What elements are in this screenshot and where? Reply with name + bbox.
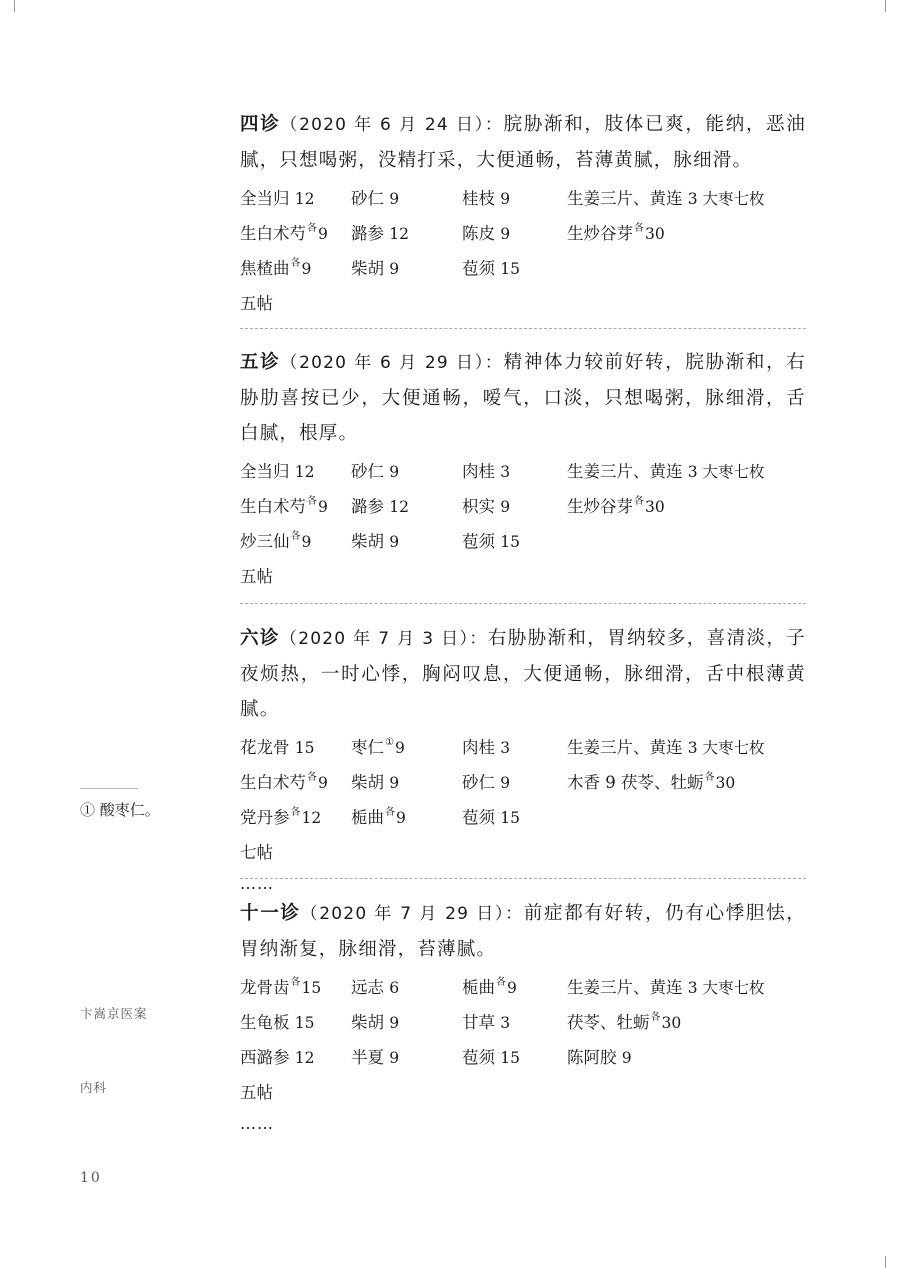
herb-dose: 3 大枣七枚 xyxy=(687,739,765,757)
herb-name: 炒三仙 xyxy=(240,532,290,551)
visit-paragraph xyxy=(240,896,806,967)
herb-note: 各 xyxy=(634,496,644,507)
herb-name: 半夏 xyxy=(351,1048,384,1067)
herb-dose: 15 xyxy=(500,1049,520,1067)
herb-row xyxy=(240,730,806,765)
herb-list xyxy=(240,181,806,286)
section-4 xyxy=(240,107,806,321)
herb-row xyxy=(240,524,806,559)
visit-symptoms: 精神体力较前好转，脘胁渐和，右胁肋喜按已少，大便通畅，嗳气，口淡，只想喝粥，脉细滑，舌白腻，根厚。 xyxy=(240,352,806,444)
herb-name: 党丹参 xyxy=(240,808,290,827)
herb-dose: 3 大枣七枚 xyxy=(687,463,765,481)
herb-item xyxy=(351,454,399,490)
herb-dose: 9 xyxy=(507,979,517,997)
herb-note: 各 xyxy=(290,807,301,818)
herb-dose: 3 大枣七枚 xyxy=(687,979,765,997)
herb-dose: 9 xyxy=(500,498,511,516)
herb-item xyxy=(462,765,510,801)
visit-paragraph xyxy=(240,345,806,451)
dose-count: 七帖 xyxy=(240,843,273,862)
herb-name: 生姜三片、黄连 xyxy=(567,189,683,208)
herb-name: 枣仁 xyxy=(351,738,384,757)
herb-dose: 9 xyxy=(318,498,328,516)
herb-name: 枳实 xyxy=(462,497,495,516)
visit-symptoms: 右胁胁渐和，胃纳较多，喜清淡，子夜烦热，一时心悸，胸闷叹息，大便通畅，脉细滑，舌中根薄黄腻。 xyxy=(240,628,806,720)
herb-dose: 9 xyxy=(500,225,511,243)
herb-dose: 15 xyxy=(294,739,315,757)
herb-item xyxy=(351,730,405,768)
herb-item xyxy=(567,730,765,766)
herb-item xyxy=(567,181,765,217)
visit-heading: 六诊 xyxy=(240,628,280,649)
herb-dose: 9 xyxy=(500,774,511,792)
herb-item xyxy=(462,216,510,252)
omission-ellipsis: …… xyxy=(240,1114,274,1133)
herb-name: 苞须 xyxy=(462,532,495,551)
section-divider xyxy=(240,328,806,329)
herb-name: 苞须 xyxy=(462,259,495,278)
visit-date: （2020 年 6 月 24 日）： xyxy=(280,115,504,135)
herb-dose: 9 xyxy=(389,774,400,792)
herb-dose: 12 xyxy=(294,463,315,481)
herb-item xyxy=(567,1040,632,1076)
herb-row xyxy=(240,216,806,251)
herb-note: 各 xyxy=(307,496,317,507)
herb-item xyxy=(351,765,399,801)
herb-name: 陈阿胶 xyxy=(567,1048,617,1067)
herb-item xyxy=(240,454,314,490)
herb-note: 各 xyxy=(290,531,301,542)
herb-dose: 9 xyxy=(389,190,400,208)
dose-count: 五帖 xyxy=(240,567,273,586)
herb-note: 各 xyxy=(290,258,301,269)
herb-name: 龙骨齿 xyxy=(240,978,290,997)
footnote-rule xyxy=(80,788,138,789)
herb-item xyxy=(462,489,510,525)
visit-paragraph xyxy=(240,107,806,178)
herb-name: 西潞参 xyxy=(240,1048,290,1067)
herb-note: 各 xyxy=(307,772,317,783)
herb-dose: 15 xyxy=(500,260,520,278)
herb-item xyxy=(462,1040,520,1076)
herb-row xyxy=(240,251,806,286)
herb-row xyxy=(240,970,806,1005)
visit-date: （2020 年 7 月 3 日）： xyxy=(279,629,488,649)
herb-name: 生炒谷芽 xyxy=(567,224,633,243)
herb-item xyxy=(567,970,765,1006)
herb-name: 生姜三片、黄连 xyxy=(567,462,683,481)
dose-count: 五帖 xyxy=(240,294,273,313)
herb-item xyxy=(462,251,520,287)
crop-mark-right-bottom xyxy=(885,1256,886,1268)
herb-dose: 12 xyxy=(294,1049,315,1067)
herb-name: 砂仁 xyxy=(462,773,495,792)
herb-dose: 12 xyxy=(294,190,315,208)
herb-item xyxy=(567,1005,681,1043)
omission-ellipsis: …… xyxy=(240,874,274,893)
herb-row xyxy=(240,1040,806,1075)
herb-note: 各 xyxy=(634,223,644,234)
herb-item xyxy=(240,1005,314,1041)
herb-name: 焦楂曲 xyxy=(240,259,290,278)
herb-name: 远志 xyxy=(351,978,384,997)
dose-count: 五帖 xyxy=(240,1083,273,1102)
herb-item xyxy=(351,489,409,525)
visit-symptoms: 脘胁渐和，肢体已爽，能纳，恶油腻，只想喝粥，没精打采，大便通畅，苔薄黄腻，脉细滑。 xyxy=(240,114,806,171)
herb-note: ① xyxy=(385,737,394,748)
herb-row xyxy=(240,1005,806,1040)
herb-item xyxy=(240,800,321,838)
herb-item xyxy=(462,181,510,217)
herb-item xyxy=(351,216,409,252)
herb-dose: 9 xyxy=(621,1049,632,1067)
herb-name: 花龙骨 xyxy=(240,738,290,757)
herb-item xyxy=(567,765,735,803)
herb-name: 潞参 xyxy=(351,224,384,243)
herb-dose: 9 xyxy=(389,260,400,278)
herb-name: 肉桂 xyxy=(462,462,495,481)
herb-name: 砂仁 xyxy=(351,462,384,481)
herb-row xyxy=(240,800,806,835)
herb-list xyxy=(240,970,806,1075)
visit-symptoms: 前症都有好转，仍有心悸胆怯，胃纳渐复，脉细滑，苔薄腻。 xyxy=(240,903,806,960)
herb-name: 全当归 xyxy=(240,462,290,481)
herb-name: 生龟板 xyxy=(240,1013,290,1032)
herb-item xyxy=(351,970,399,1006)
herb-name: 生炒谷芽 xyxy=(567,497,633,516)
herb-dose: 9 xyxy=(396,809,406,827)
herb-dose: 12 xyxy=(389,498,409,516)
visit-paragraph xyxy=(240,621,806,727)
herb-item xyxy=(240,251,311,289)
herb-dose: 9 xyxy=(318,225,328,243)
herb-item xyxy=(462,730,510,766)
herb-note: 各 xyxy=(290,977,301,988)
herb-name: 栀曲 xyxy=(351,808,384,827)
herb-dose: 9 xyxy=(318,774,328,792)
herb-dose: 30 xyxy=(715,774,736,792)
herb-item xyxy=(240,181,314,217)
herb-name: 苞须 xyxy=(462,1048,495,1067)
herb-note: 各 xyxy=(385,807,395,818)
section-11 xyxy=(240,896,806,1138)
herb-dose: 3 xyxy=(500,739,511,757)
herb-dose: 9 xyxy=(394,739,405,757)
herb-dose: 15 xyxy=(294,1014,315,1032)
visit-heading: 五诊 xyxy=(240,352,281,373)
crop-mark-right xyxy=(885,0,886,12)
herb-name: 柴胡 xyxy=(351,259,384,278)
herb-dose: 9 xyxy=(389,1049,400,1067)
visit-date: （2020 年 6 月 29 日）： xyxy=(280,353,504,373)
herb-item xyxy=(351,800,406,838)
herb-name: 甘草 xyxy=(462,1013,495,1032)
herb-name: 肉桂 xyxy=(462,738,495,757)
herb-name: 陈皮 xyxy=(462,224,495,243)
herb-dose: 12 xyxy=(301,809,322,827)
herb-item xyxy=(240,524,311,562)
visit-heading: 四诊 xyxy=(240,114,281,135)
herb-item xyxy=(351,524,399,560)
herb-name: 生白术芍 xyxy=(240,497,306,516)
running-head-chapter: 内科 xyxy=(80,1080,108,1095)
herb-item xyxy=(351,1040,399,1076)
visit-heading: 十一诊 xyxy=(240,903,301,924)
crop-mark-left xyxy=(14,0,15,12)
herb-row xyxy=(240,181,806,216)
herb-name: 生白术芍 xyxy=(240,773,306,792)
herb-name: 柴胡 xyxy=(351,773,384,792)
herb-dose: 12 xyxy=(389,225,409,243)
section-6 xyxy=(240,621,806,898)
herb-dose: 3 xyxy=(500,463,511,481)
herb-item xyxy=(567,454,765,490)
herb-note: 各 xyxy=(650,1012,661,1023)
herb-dose: 15 xyxy=(301,979,322,997)
herb-name: 栀曲 xyxy=(462,978,495,997)
herb-item xyxy=(351,251,399,287)
herb-item xyxy=(240,730,314,766)
herb-note: 各 xyxy=(496,977,506,988)
herb-name: 砂仁 xyxy=(351,189,384,208)
herb-list xyxy=(240,730,806,835)
herb-dose: 9 xyxy=(389,1014,400,1032)
herb-dose: 6 xyxy=(389,979,400,997)
herb-dose: 30 xyxy=(645,498,665,516)
herb-dose: 30 xyxy=(661,1014,682,1032)
herb-note: 各 xyxy=(704,772,715,783)
herb-name: 苞须 xyxy=(462,808,495,827)
herb-item xyxy=(462,800,520,836)
herb-item xyxy=(462,1005,510,1041)
herb-item xyxy=(351,1005,399,1041)
herb-name: 潞参 xyxy=(351,497,384,516)
herb-item xyxy=(567,489,665,527)
herb-list xyxy=(240,454,806,559)
herb-item xyxy=(240,216,328,254)
herb-name: 全当归 xyxy=(240,189,290,208)
herb-dose: 15 xyxy=(500,533,520,551)
herb-name: 柴胡 xyxy=(351,1013,384,1032)
herb-name: 桂枝 xyxy=(462,189,495,208)
herb-dose: 30 xyxy=(645,225,665,243)
section-divider xyxy=(240,878,806,879)
herb-dose: 3 大枣七枚 xyxy=(687,190,765,208)
herb-row xyxy=(240,454,806,489)
herb-name: 生姜三片、黄连 xyxy=(567,738,683,757)
herb-item xyxy=(462,524,520,560)
footnote: ① 酸枣仁。 xyxy=(80,801,160,819)
herb-dose: 3 xyxy=(500,1014,511,1032)
herb-item xyxy=(240,1040,314,1076)
herb-item xyxy=(462,970,517,1008)
section-divider xyxy=(240,603,806,604)
running-head-book: 卞嵩京医案 xyxy=(80,1006,148,1021)
herb-dose: 9 xyxy=(500,190,511,208)
herb-name: 生姜三片、黄连 xyxy=(567,978,683,997)
visit-date: （2020 年 7 月 29 日）： xyxy=(300,904,524,924)
herb-dose: 9 xyxy=(301,533,312,551)
herb-item xyxy=(567,216,665,254)
herb-dose: 9 xyxy=(389,463,400,481)
herb-item xyxy=(462,454,510,490)
herb-name: 生白术芍 xyxy=(240,224,306,243)
herb-name: 茯苓、牡蛎 xyxy=(567,1013,650,1032)
herb-dose: 9 xyxy=(301,260,312,278)
section-5 xyxy=(240,345,806,594)
page-number: 10 xyxy=(80,1170,102,1186)
herb-row xyxy=(240,489,806,524)
herb-dose: 9 xyxy=(389,533,400,551)
herb-row xyxy=(240,765,806,800)
herb-name: 木香 9 茯苓、牡蛎 xyxy=(567,773,704,792)
herb-item xyxy=(240,489,328,527)
herb-item xyxy=(240,970,321,1008)
herb-name: 柴胡 xyxy=(351,532,384,551)
herb-note: 各 xyxy=(307,223,317,234)
herb-dose: 15 xyxy=(500,809,520,827)
herb-item xyxy=(351,181,399,217)
herb-item xyxy=(240,765,328,803)
